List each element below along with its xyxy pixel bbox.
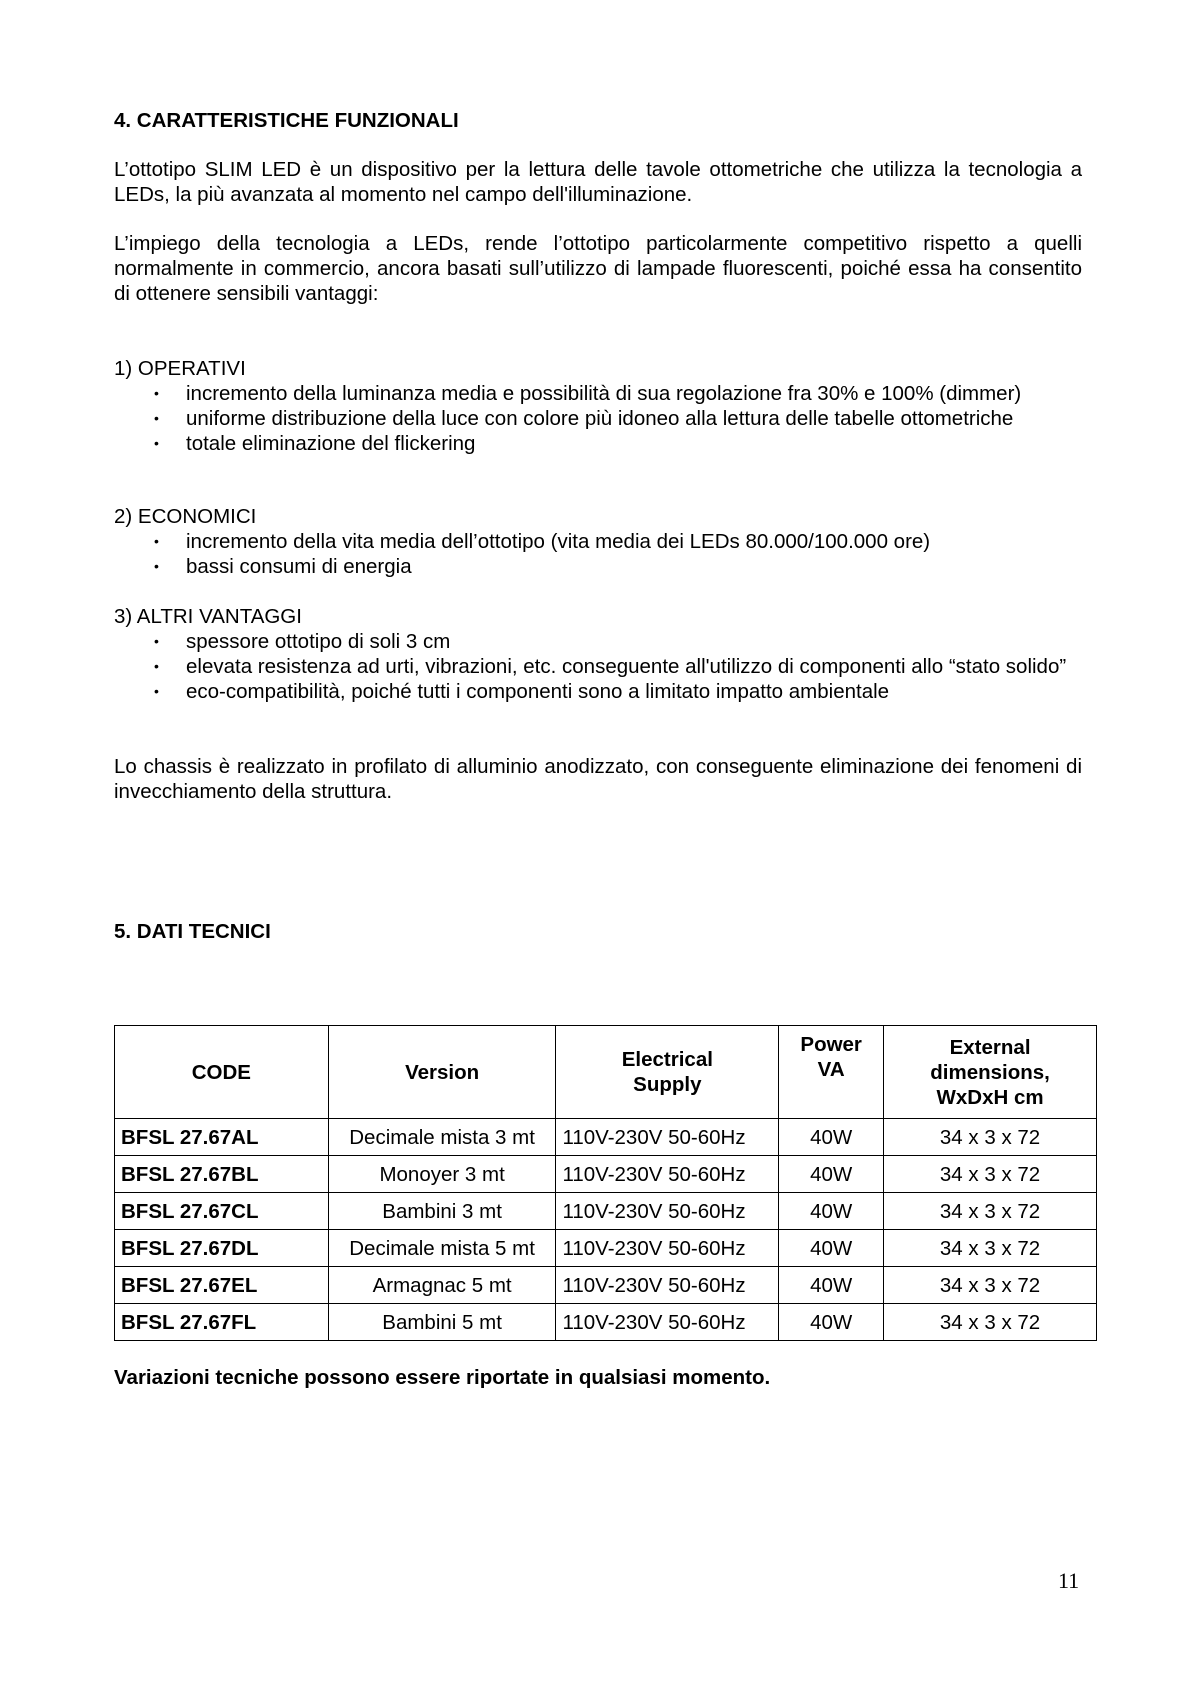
header-power-line1: Power [800,1033,862,1056]
section-5-title: 5. DATI TECNICI [114,920,271,943]
table-row [115,1230,1097,1267]
cell-dims: 34 x 3 x 72 [884,1304,1097,1341]
section-4 [114,108,1082,944]
cell-power: 40W [779,1193,884,1230]
cell-version: Bambini 3 mt [328,1193,556,1230]
bullet-list [114,381,1082,456]
cell-power: 40W [779,1267,884,1304]
table-row [115,1304,1097,1341]
cell-code: BFSL 27.67BL [115,1156,329,1193]
group-heading: 3) ALTRI VANTAGGI [114,605,302,628]
group-heading: 2) ECONOMICI [114,505,257,528]
cell-code: BFSL 27.67FL [115,1304,329,1341]
header-version: Version [328,1026,556,1119]
technical-note: Variazioni tecniche possono essere riportate in qualsiasi momento. [114,1366,771,1389]
header-supply-line1: Electrical [621,1048,713,1071]
cell-power: 40W [779,1230,884,1267]
list-item: • eco-compatibilità, poiché tutti i componenti sono a limitato impatto ambientale [186,679,1082,704]
group-operativi [114,356,1082,456]
table-row [115,1193,1097,1230]
cell-dims: 34 x 3 x 72 [884,1156,1097,1193]
group-heading: 1) OPERATIVI [114,357,246,380]
header-dims-line1: External [949,1035,1031,1059]
table-row [115,1156,1097,1193]
header-power [779,1026,884,1119]
header-dimensions [884,1026,1097,1119]
section-4-title: 4. CARATTERISTICHE FUNZIONALI [114,109,459,132]
cell-code: BFSL 27.67AL [115,1119,329,1156]
cell-power: 40W [779,1119,884,1156]
list-item: • elevata resistenza ad urti, vibrazioni, etc. conseguente all'utilizzo di componenti allo “stato solido” [186,654,1082,679]
list-item: • uniforme distribuzione della luce con colore più idoneo alla lettura delle tabelle ottometriche [186,406,1082,431]
cell-code: BFSL 27.67DL [115,1230,329,1267]
list-item: • bassi consumi di energia [186,554,1082,579]
group-economici [114,504,1082,579]
cell-supply: 110V-230V 50-60Hz [556,1193,779,1230]
intro-paragraph-2: L’impiego della tecnologia a LEDs, rende l’ottotipo particolarmente competitivo rispetto a quelli normalmente in commercio, ancora basati sull’utilizzo di lampade fluorescenti, poiché essa ha consentito di ottenere sensibili vantaggi: [114,232,1082,305]
cell-dims: 34 x 3 x 72 [884,1119,1097,1156]
cell-version: Decimale mista 3 mt [328,1119,556,1156]
cell-supply: 110V-230V 50-60Hz [556,1119,779,1156]
cell-supply: 110V-230V 50-60Hz [556,1267,779,1304]
cell-code: BFSL 27.67CL [115,1193,329,1230]
cell-version: Armagnac 5 mt [328,1267,556,1304]
table-header-row [115,1026,1097,1119]
cell-power: 40W [779,1304,884,1341]
cell-dims: 34 x 3 x 72 [884,1267,1097,1304]
cell-dims: 34 x 3 x 72 [884,1230,1097,1267]
cell-dims: 34 x 3 x 72 [884,1193,1097,1230]
intro-paragraph-1: L’ottotipo SLIM LED è un dispositivo per la lettura delle tavole ottometriche che utilizza la tecnologia a LEDs, la più avanzata al momento nel campo dell'illuminazione. [114,158,1082,206]
table-row [115,1267,1097,1304]
table-row [115,1119,1097,1156]
cell-version: Monoyer 3 mt [328,1156,556,1193]
header-dims-line2: dimensions, [930,1060,1050,1084]
cell-supply: 110V-230V 50-60Hz [556,1156,779,1193]
list-item: • spessore ottotipo di soli 3 cm [186,629,1082,654]
header-dims-line3: WxDxH cm [936,1085,1044,1109]
list-item: • incremento della luminanza media e possibilità di sua regolazione fra 30% e 100% (dimmer) [186,381,1082,406]
list-item: • incremento della vita media dell’ottotipo (vita media dei LEDs 80.000/100.000 ore) [186,529,1082,554]
header-supply-line2: Supply [633,1073,702,1096]
cell-supply: 110V-230V 50-60Hz [556,1230,779,1267]
page-number: 11 [1058,1568,1080,1593]
cell-version: Bambini 5 mt [328,1304,556,1341]
header-power-line2: VA [817,1058,845,1081]
technical-data-table [114,1025,1097,1341]
group-altri-vantaggi [114,604,1082,704]
bullet-list [114,529,1082,579]
list-item: • totale eliminazione del flickering [186,431,1082,456]
header-electrical-supply [556,1026,779,1119]
cell-power: 40W [779,1156,884,1193]
bullet-list [114,629,1082,704]
closing-paragraph: Lo chassis è realizzato in profilato di alluminio anodizzato, con conseguente eliminazione dei fenomeni di invecchiamento della struttura. [114,755,1082,803]
cell-supply: 110V-230V 50-60Hz [556,1304,779,1341]
cell-code: BFSL 27.67EL [115,1267,329,1304]
header-code: CODE [115,1026,329,1119]
cell-version: Decimale mista 5 mt [328,1230,556,1267]
